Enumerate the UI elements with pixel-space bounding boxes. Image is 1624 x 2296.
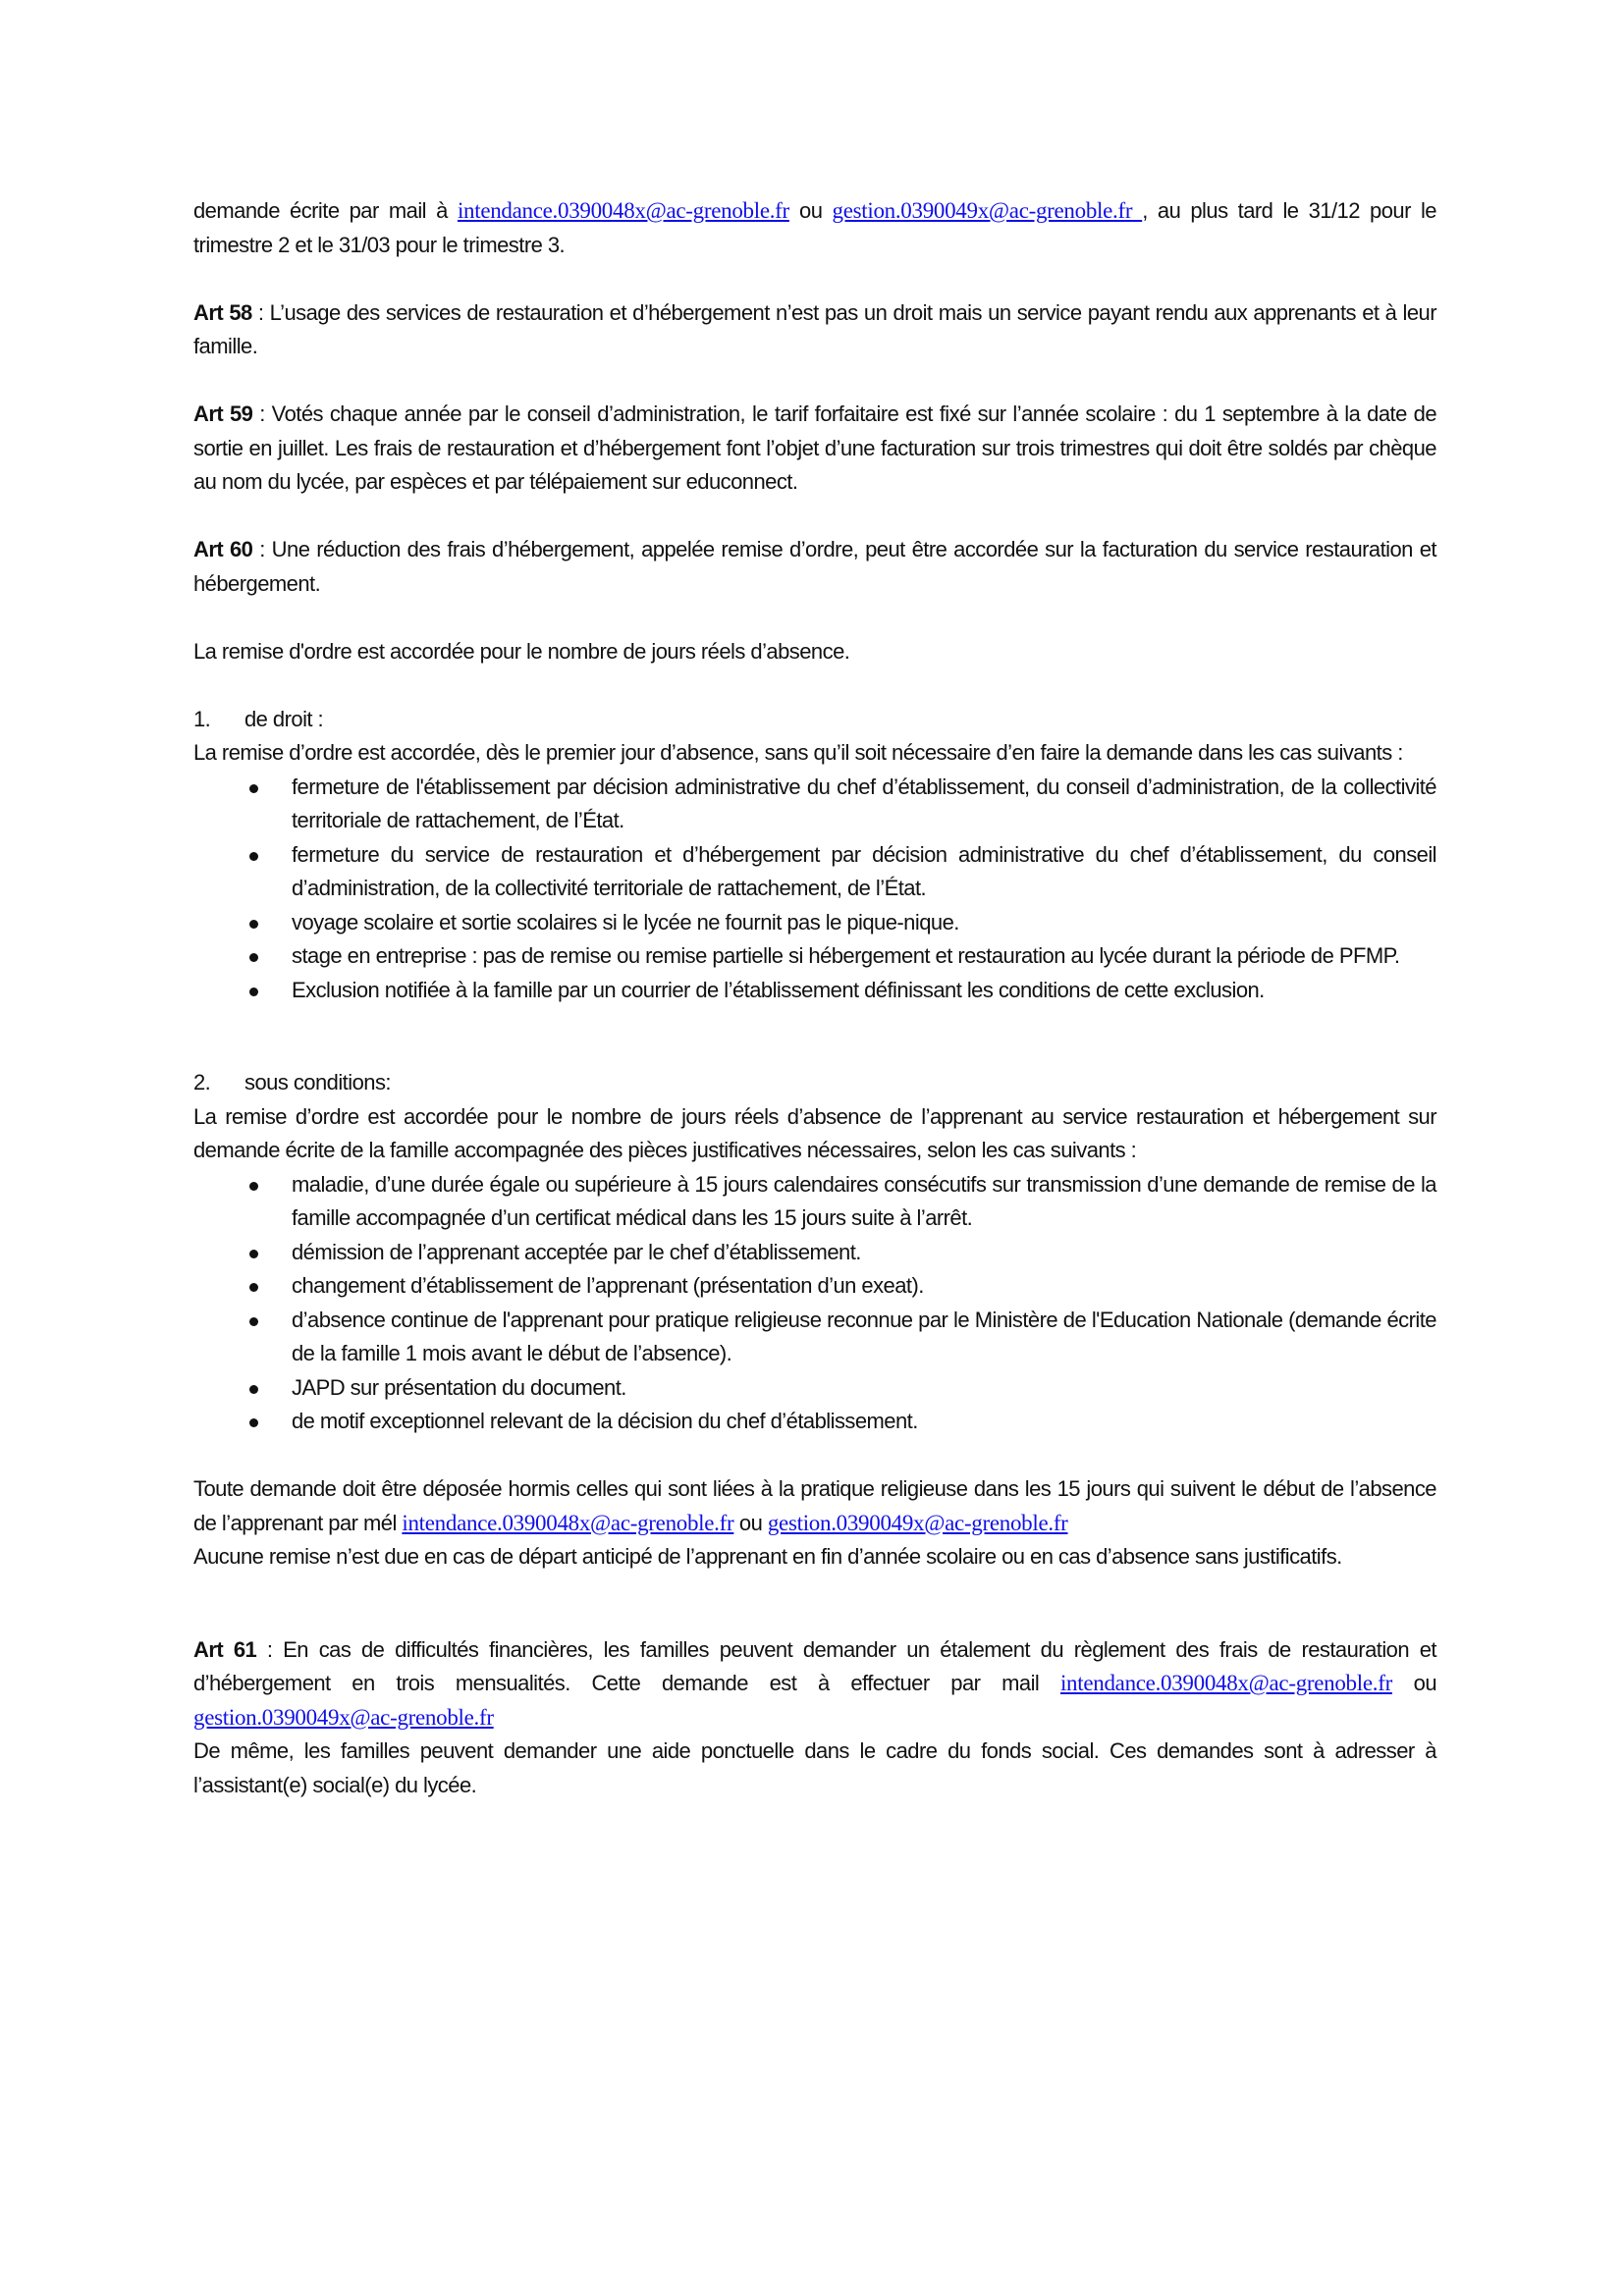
spacer — [193, 1439, 1436, 1473]
list-item — [193, 1304, 1436, 1371]
list-item — [193, 1405, 1436, 1439]
list-item — [193, 1371, 1436, 1406]
list-item — [193, 906, 1436, 940]
fonds-social-paragraph: De même, les familles peuvent demander une aide ponctuelle dans le cadre du fonds social. Ces demandes sont à adresser à l’assistant(e) social(e) du lycée. — [193, 1738, 1436, 1797]
intendance-email-link[interactable]: intendance.0390048x@ac-grenoble.fr — [457, 198, 789, 223]
bullet-icon — [249, 988, 258, 996]
list-item — [193, 939, 1436, 974]
list-item-text: JAPD sur présentation du document. — [292, 1374, 626, 1400]
section2-heading — [193, 1066, 1436, 1100]
bullet-icon — [249, 1317, 258, 1326]
art58-text: : L’usage des services de restauration et d’hébergement n’est pas un droit mais un service payant rendu aux apprenants et à leur famille. — [193, 299, 1436, 358]
list-item — [193, 1168, 1436, 1236]
list-item — [193, 1269, 1436, 1304]
bullet-icon — [249, 953, 258, 962]
list-item-text: démission de l’apprenant acceptée par le chef d’établissement. — [292, 1239, 861, 1264]
section2-title: sous conditions: — [244, 1070, 391, 1095]
remise-paragraph: La remise d'ordre est accordée pour le nombre de jours réels d’absence. — [193, 638, 850, 664]
art60-label: Art 60 — [193, 537, 253, 561]
section2-intro: La remise d’ordre est accordée pour le nombre de jours réels d’absence de l’apprenant au service restauration et hébergement sur demande écrite de la famille accompagnée des pièces justificatives nécessaires, selon les cas suivants : — [193, 1103, 1436, 1162]
spacer — [193, 262, 1436, 296]
bullet-icon — [249, 920, 258, 929]
spacer — [193, 500, 1436, 534]
section1-title: de droit : — [244, 706, 324, 731]
intro-suffix: , au plus tard le 31/12 pour le trimestre 2 et le 31/03 pour le trimestre 3. — [193, 198, 1436, 257]
demande-text: Toute demande doit être déposée hormis celles qui sont liées à la pratique religieuse dans les 15 jours qui suivent le début de l’absence de l’apprenant par mél — [193, 1476, 1436, 1535]
art59-text: : Votés chaque année par le conseil d’administration, le tarif forfaitaire est fixé sur l’année scolaire : du 1 septembre à la date de sortie en juillet. Les frais de restauration et d’hébergement font l’objet d’une facturation sur trois trimestres qui doit être soldés par chèque au nom du lycée, par espèces et par télépaiement sur educonnect. — [193, 401, 1437, 494]
art58-paragraph — [193, 296, 1436, 364]
spacer — [193, 668, 1436, 703]
list-item — [193, 838, 1436, 906]
intendance-email-link[interactable]: intendance.0390048x@ac-grenoble.fr — [402, 1510, 734, 1535]
list-item-text: voyage scolaire et sortie scolaires si le lycée ne fournit pas le pique-nique. — [292, 909, 959, 934]
bullet-icon — [249, 1283, 258, 1292]
bullet-icon — [249, 852, 258, 861]
list-item — [193, 771, 1436, 838]
spacer — [193, 1007, 1436, 1066]
art60-paragraph — [193, 533, 1436, 601]
list-item-text: de motif exceptionnel relevant de la décision du chef d’établissement. — [292, 1409, 918, 1433]
intro-prefix: demande écrite par mail à — [193, 198, 458, 223]
section2-number: 2. — [193, 1070, 211, 1095]
list-item-text: changement d’établissement de l’apprenant (présentation d’un exeat). — [292, 1273, 924, 1298]
intendance-email-link[interactable]: intendance.0390048x@ac-grenoble.fr — [1059, 1671, 1392, 1695]
list-item-text: stage en entreprise : pas de remise ou remise partielle si hébergement et restauration au lycée durant la période de PFMP. — [292, 943, 1400, 968]
section1-list — [193, 771, 1436, 1008]
bullet-icon — [249, 1418, 258, 1427]
spacer — [193, 364, 1436, 399]
bullet-icon — [249, 784, 258, 793]
spacer — [193, 601, 1436, 635]
art61-text: : En cas de difficultés financières, les familles peuvent demander un étalement du règlement des frais de restauration et d’hébergement en trois mensualités. Cette demande est à effectuer par mail — [193, 1636, 1436, 1695]
art61-middle: ou — [1391, 1671, 1436, 1695]
list-item-text: maladie, d’une durée égale ou supérieure à 15 jours calendaires consécutifs sur transmission d’une demande de remise de la famille accompagnée d’un certificat médical dans les 15 jours suite à l’arrêt. — [292, 1171, 1436, 1230]
list-item-text: fermeture du service de restauration et d’hébergement par décision administrative du chef d’établissement, du conseil d’administration, de la collectivité territoriale de rattachement, de l’État. — [292, 841, 1436, 900]
art61-label: Art 61 — [193, 1636, 257, 1662]
gestion-email-link[interactable]: gestion.0390049x@ac-grenoble.fr — [767, 1510, 1068, 1535]
section1-heading — [193, 703, 1436, 737]
art60-text: : Une réduction des frais d’hébergement, appelée remise d’ordre, peut être accordée sur la facturation du service restauration et hébergement. — [193, 537, 1436, 596]
list-item-text: d’absence continue de l'apprenant pour pratique religieuse reconnue par le Ministère de l'Education Nationale (demande écrite de la famille 1 mois avant le début de l’absence). — [292, 1307, 1436, 1365]
demande-paragraph — [193, 1472, 1436, 1540]
gestion-email-link[interactable]: gestion.0390049x@ac-grenoble.fr — [832, 198, 1143, 223]
list-item-text: Exclusion notifiée à la famille par un courrier de l’établissement définissant les conditions de cette exclusion. — [292, 977, 1265, 1002]
section2-list — [193, 1168, 1436, 1439]
bullet-icon — [249, 1250, 258, 1258]
list-item — [193, 1236, 1436, 1270]
art58-label: Art 58 — [193, 299, 252, 325]
art61-paragraph — [193, 1633, 1436, 1735]
demande-middle: ou — [733, 1510, 768, 1535]
list-item — [193, 974, 1436, 1008]
section1-intro: La remise d’ordre est accordée, dès le premier jour d’absence, sans qu’il soit nécessaire d’en faire la demande dans les cas suivants : — [193, 740, 1403, 765]
art59-label: Art 59 — [193, 401, 253, 426]
art59-paragraph — [193, 398, 1436, 500]
spacer — [193, 1575, 1436, 1633]
intro-paragraph — [193, 194, 1436, 262]
intro-middle: ou — [788, 198, 833, 223]
gestion-email-link[interactable]: gestion.0390049x@ac-grenoble.fr — [193, 1704, 494, 1730]
aucune-remise-paragraph: Aucune remise n’est due en cas de départ anticipé de l’apprenant en fin d’année scolaire ou en cas d’absence sans justificatifs. — [193, 1544, 1342, 1569]
bullet-icon — [249, 1385, 258, 1394]
document-page — [193, 194, 1436, 1802]
bullet-icon — [249, 1182, 258, 1191]
section1-number: 1. — [193, 706, 211, 731]
list-item-text: fermeture de l'établissement par décision administrative du chef d’établissement, du conseil d’administration, de la collectivité territoriale de rattachement, de l’État. — [292, 774, 1436, 832]
